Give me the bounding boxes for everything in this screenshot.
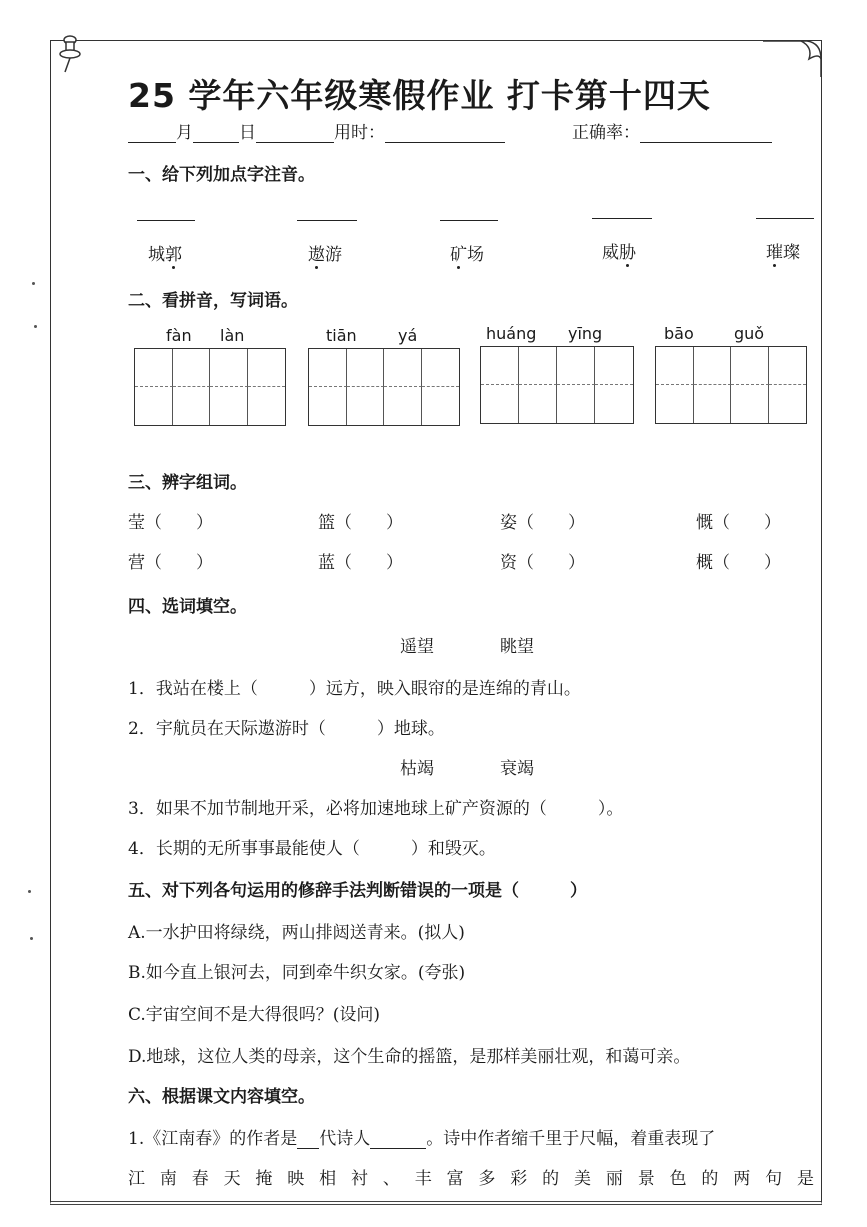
dotted-word: 城郭	[148, 240, 182, 269]
question-3[interactable]: 3．如果不加节制地开采，必将加速地球上矿产资源的（ ）。	[128, 799, 624, 819]
scan-speck	[32, 282, 35, 285]
month-blank[interactable]	[128, 124, 176, 143]
choice-option-c: C.宇宙空间不是大得很吗？(设问)	[128, 1005, 381, 1025]
pinyin-label: yīng	[568, 324, 603, 343]
pinyin-label: bāo	[664, 324, 694, 343]
word-group-item[interactable]: 概（ ）	[696, 553, 781, 573]
word-group-item[interactable]: 慨（ ）	[696, 513, 781, 533]
pinyin-label: tiān	[326, 326, 357, 345]
pushpin-icon	[56, 34, 86, 74]
word-choice: 衰竭	[500, 759, 534, 779]
choice-option-b: B.如今直上银河去，同到牵牛织女家。(夸张)	[128, 963, 466, 983]
pinyin-answer-blank[interactable]	[440, 220, 498, 221]
word-choice: 遥望	[400, 637, 434, 657]
word-group-item[interactable]: 营（ ）	[128, 553, 213, 573]
pinyin-answer-blank[interactable]	[297, 220, 357, 221]
pinyin-answer-blank[interactable]	[137, 220, 195, 221]
dynasty-blank[interactable]	[297, 1130, 319, 1149]
choice-option-d: D.地球，这位人类的母亲，这个生命的摇篮，是那样美丽壮观，和蔼可亲。	[128, 1047, 691, 1067]
page-curl-decoration	[763, 39, 823, 79]
header-accuracy: 正确率：	[572, 118, 772, 143]
time-blank[interactable]	[256, 124, 334, 143]
day-blank[interactable]	[193, 124, 239, 143]
dotted-word: 璀 璨	[766, 238, 800, 267]
section-5-heading[interactable]: 五、对下列各句运用的修辞手法判断错误的一项是（ ）	[128, 881, 587, 901]
scan-speck	[34, 325, 37, 328]
pinyin-label: làn	[220, 326, 245, 345]
writing-grid[interactable]	[308, 348, 460, 426]
choice-option-a: A.一水护田将绿绕，两山排闼送青来。(拟人)	[128, 923, 465, 943]
fill-question-1: 1.《江南春》的作者是 代诗人 。诗中作者缩千里于尺幅，着重表现了	[128, 1129, 716, 1149]
section-2-heading: 二、看拼音，写词语。	[128, 291, 298, 311]
section-3-heading: 三、辨字组词。	[128, 473, 247, 493]
pinyin-answer-blank[interactable]	[756, 218, 814, 219]
pinyin-label: guǒ	[734, 324, 765, 343]
pinyin-label: huáng	[486, 324, 537, 343]
question-2[interactable]: 2．宇航员在天际遨游时（ ）地球。	[128, 719, 445, 739]
section-1-heading: 一、给下列加点字注音。	[128, 165, 315, 185]
writing-grid[interactable]	[480, 346, 634, 424]
page-title: 25 学年六年级寒假作业 打卡第十四天	[128, 76, 711, 115]
pinyin-label: yá	[398, 326, 418, 345]
word-choice: 枯竭	[400, 759, 434, 779]
poet-blank[interactable]	[370, 1130, 426, 1149]
time-value-blank[interactable]	[385, 124, 505, 143]
header-date-time: 月 日 用时：	[128, 118, 505, 143]
dotted-word: 矿 场	[450, 240, 484, 269]
word-group-item[interactable]: 蓝（ ）	[318, 553, 403, 573]
writing-grid[interactable]	[655, 346, 807, 424]
pinyin-label: fàn	[166, 326, 192, 345]
word-group-item[interactable]: 莹（ ）	[128, 513, 213, 533]
scan-speck	[30, 937, 33, 940]
question-1[interactable]: 1．我站在楼上（ ）远方，映入眼帘的是连绵的青山。	[128, 679, 581, 699]
section-4-heading: 四、选词填空。	[128, 597, 247, 617]
fill-question-1-line-2: 江南春天掩映相衬、丰富多彩的美丽景色的两句是	[128, 1169, 814, 1189]
pinyin-answer-blank[interactable]	[592, 218, 652, 219]
writing-grid[interactable]	[134, 348, 286, 426]
dotted-word: 威胁	[602, 238, 636, 267]
dotted-word: 遨 游	[308, 240, 342, 269]
section-6-heading: 六、根据课文内容填空。	[128, 1087, 315, 1107]
word-choice: 眺望	[500, 637, 534, 657]
scan-speck	[28, 890, 31, 893]
word-group-item[interactable]: 资（ ）	[500, 553, 585, 573]
worksheet-border	[50, 40, 822, 1205]
question-4[interactable]: 4．长期的无所事事最能使人（ ）和毁灭。	[128, 839, 496, 859]
word-group-item[interactable]: 篮（ ）	[318, 513, 403, 533]
accuracy-blank[interactable]	[640, 124, 772, 143]
word-group-item[interactable]: 姿（ ）	[500, 513, 585, 533]
